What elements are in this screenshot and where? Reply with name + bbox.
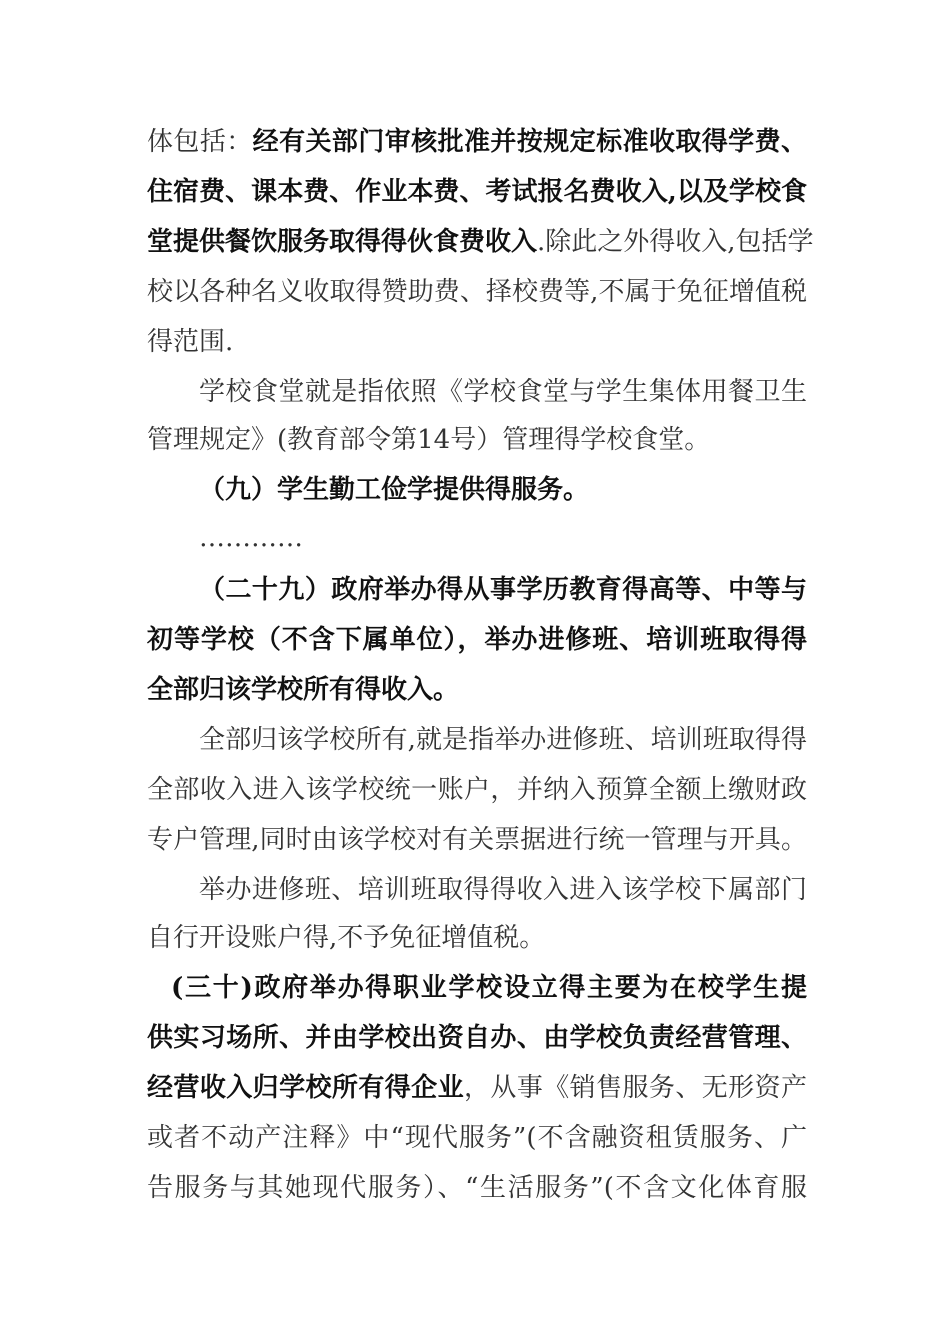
line-text: 全部归该学校所有,就是指举办进修班、培训班取得得 [199,725,807,755]
section-heading [147,666,459,714]
paragraph-line [147,1064,807,1112]
heading-text: （九）学生勤工俭学提供得服务。 [199,475,590,505]
line-text-bold: 住宿费、课本费、作业本费、考试报名费收入,以及学校食 [147,177,807,207]
line-text: 告服务与其她现代服务）、“生活服务”(不含文化体育服 [147,1173,807,1203]
section-heading [147,616,807,664]
heading-text: （二十九）政府举办得从事学历教育得高等、中等与 [199,575,807,605]
line-text: 或者不动产注释》中“现代服务”(不含融资租赁服务、广 [147,1123,807,1153]
paragraph-line [147,816,807,864]
line-text: 得范围. [147,327,234,357]
line-text: .除此之外得收入,包括学 [537,227,814,257]
paragraph-line [147,914,545,962]
paragraph-line [199,866,807,914]
paragraph-line [147,268,807,316]
heading-text: 供实习场所、并由学校出资自办、由学校负责经营管理、 [147,1023,807,1053]
paragraph-line [199,716,807,764]
line-text: 体包括： [147,127,253,157]
paragraph-line [147,766,807,814]
line-text: 专户管理,同时由该学校对有关票据进行统一管理与开具。 [147,825,807,855]
section-heading [199,566,807,614]
line-text-bold: 堂提供餐饮服务取得得伙食费收入 [147,227,538,257]
line-text: 全部收入进入该学校统一账户，并纳入预算全额上缴财政 [147,775,807,805]
paragraph-line [147,1114,807,1162]
section-heading [147,1014,807,1062]
paragraph-line [147,1164,807,1212]
paragraph-line [147,168,807,216]
line-text: 学校食堂就是指依照《学校食堂与学生集体用餐卫生 [199,377,807,407]
line-text: 举办进修班、培训班取得得收入进入该学校下属部门 [199,875,807,905]
ellipsis-line [199,514,303,562]
line-text: 校以各种名义收取得赞助费、择校费等,不属于免征增值税 [147,277,807,307]
line-text-bold: 经营收入归学校所有得企业 [147,1073,464,1103]
section-heading [199,466,589,514]
heading-text: (三十)政府举办得职业学校设立得主要为在校学生提 [171,973,807,1003]
paragraph-line [147,218,814,266]
ellipsis-text: ………… [199,523,303,553]
line-text: ，从事《销售服务、无形资产 [464,1073,807,1103]
paragraph-line [147,416,710,464]
line-text: 管理规定》(教育部令第14号）管理得学校食堂。 [147,425,711,455]
paragraph-line [147,118,807,166]
line-text-bold: 经有关部门审核批准并按规定标准收取得学费、 [252,127,807,157]
heading-text: 初等学校（不含下属单位），举办进修班、培训班取得得 [147,625,807,655]
paragraph-line [199,368,807,416]
paragraph-line [147,318,233,366]
heading-text: 全部归该学校所有得收入。 [147,675,460,705]
line-text: 自行开设账户得,不予免征增值税。 [147,923,546,953]
section-heading [171,964,807,1012]
